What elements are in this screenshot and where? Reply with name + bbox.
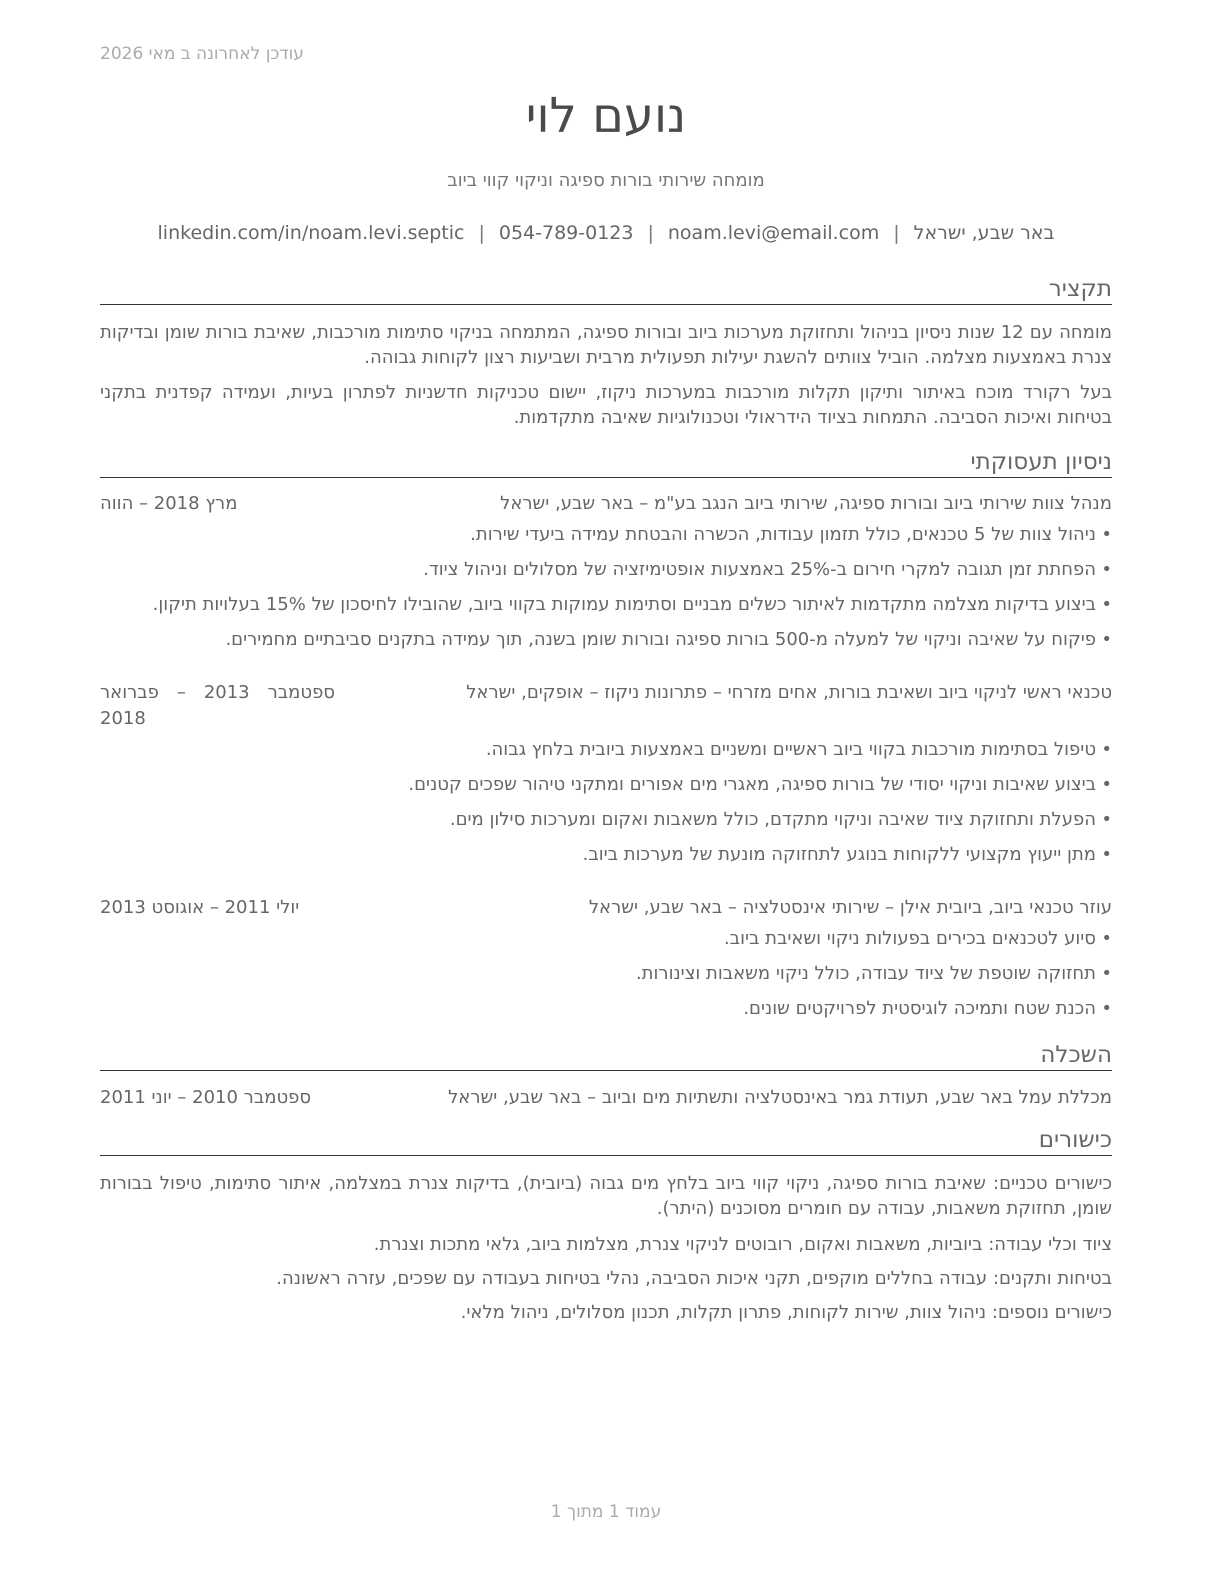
- job-title: מנהל צוות שירותי ביוב ובורות ספיגה, שירותי ביוב הנגב בע"מ – באר שבע, ישראל: [500, 493, 1112, 514]
- bullet-text: ניהול צוות של 5 טכנאים, כולל תזמון עבודות, הכשרה והבטחת עמידה ביעדי שירות.: [470, 524, 1096, 545]
- contact-phone[interactable]: 054-789-0123: [498, 222, 634, 244]
- bullet-text: טיפול בסתימות מורכבות בקווי ביוב ראשיים ומשניים באמצעות ביובית בלחץ גבוה.: [485, 739, 1096, 760]
- job-bullets: [112, 737, 1112, 877]
- section-title-skills: כישורים: [100, 1125, 1112, 1156]
- bullet-text: הפעלת ותחזוקת ציוד שאיבה וניקוי מתקדם, כולל משאבות ואקום ומערכות סילון מים.: [449, 809, 1096, 830]
- section-title-education: השכלה: [100, 1040, 1112, 1071]
- contact-separator: |: [893, 222, 900, 244]
- list-item: [112, 926, 1112, 961]
- contact-separator: |: [647, 222, 654, 244]
- bullet-text: תחזוקה שוטפת של ציוד עבודה, כולל ניקוי משאבות וצינורות.: [635, 963, 1096, 984]
- bullet-text: סיוע לטכנאים בכירים בפעולות ניקוי ושאיבת ביוב.: [723, 928, 1096, 949]
- list-item: [112, 842, 1112, 877]
- bullet-icon: •: [1101, 524, 1112, 545]
- job-dates: ספטמבר 2013 – פברואר 2018: [100, 682, 335, 729]
- skills-line: כישורים נוספים: ניהול צוות, שירות לקוחות, פתרון תקלות, תכנון מסלולים, ניהול מלאי.: [460, 1302, 1112, 1323]
- bullet-icon: •: [1101, 629, 1112, 650]
- skills-line: ציוד וכלי עבודה: ביוביות, משאבות ואקום, רובוטים לניקוי צנרת, מצלמות ביוב, גלאי מתכות וצנרת.: [373, 1234, 1112, 1255]
- bullet-icon: •: [1101, 594, 1112, 615]
- bullet-text: פיקוח על שאיבה וניקוי של למעלה מ-500 בורות ספיגה ובורות שומן בשנה, תוך עמידה בתקנים סביבתיים מחמירים.: [225, 629, 1096, 650]
- bullet-text: מתן ייעוץ מקצועי ללקוחות בנוגע לתחזוקה מונעת של מערכות ביוב.: [582, 844, 1096, 865]
- bullet-text: הפחתת זמן תגובה למקרי חירום ב-25% באמצעות אופטימיזציה של מסלולים וניהול ציוד.: [423, 559, 1096, 580]
- job-title: טכנאי ראשי לניקוי ביוב ושאיבת בורות, אחים מזרחי – פתרונות ניקוז – אופקים, ישראל: [466, 682, 1112, 703]
- bullet-icon: •: [1101, 774, 1112, 795]
- list-item: [112, 557, 1112, 592]
- contact-email[interactable]: noam.levi@email.com: [667, 222, 880, 244]
- job-title: עוזר טכנאי ביוב, ביובית אילן – שירותי אינסטלציה – באר שבע, ישראל: [588, 897, 1112, 918]
- education-entry: מכללת עמל באר שבע, תעודת גמר באינסטלציה ותשתיות מים וביוב – באר שבע, ישראל: [448, 1087, 1112, 1108]
- skills-line: בטיחות ותקנים: עבודה בחללים מוקפים, תקני איכות הסביבה, נהלי בטיחות בעבודה עם שפכים, עזרה ראשונה.: [276, 1268, 1112, 1289]
- bullet-icon: •: [1101, 928, 1112, 949]
- bullet-icon: •: [1101, 998, 1112, 1019]
- contact-location: באר שבע, ישראל: [913, 222, 1055, 244]
- section-title-summary: תקציר: [100, 274, 1112, 305]
- bullet-icon: •: [1101, 739, 1112, 760]
- list-item: [112, 627, 1112, 662]
- resume-page: [100, 0, 1112, 1584]
- contact-linkedin[interactable]: linkedin.com/in/noam.levi.septic: [157, 222, 465, 244]
- list-item: [112, 961, 1112, 996]
- bullet-text: ביצוע שאיבות וניקוי יסודי של בורות ספיגה, מאגרי מים אפורים ומתקני טיהור שפכים קטנים.: [408, 774, 1096, 795]
- list-item: [112, 737, 1112, 772]
- bullet-text: ביצוע בדיקות מצלמה מתקדמות לאיתור כשלים מבניים וסתימות עמוקות בקווי ביוב, שהובילו לחיסכון של 15% בעלויות תיקון.: [152, 594, 1096, 615]
- bullet-icon: •: [1101, 844, 1112, 865]
- section-title-experience: ניסיון תעסוקתי: [100, 447, 1112, 478]
- list-item: [112, 592, 1112, 627]
- list-item: [112, 522, 1112, 557]
- last-updated: עודכן לאחרונה ב מאי 2026: [100, 44, 304, 64]
- list-item: [112, 996, 1112, 1031]
- skills-line: כישורים טכניים: שאיבת בורות ספיגה, ניקוי קווי ביוב בלחץ מים גבוה (ביובית), בדיקות צנרת במצלמה, איתור סתימות, טיפול בבורות שומן, תחזוקת משאבות, עבודה עם חומרים מסוכנים (היתר).: [100, 1173, 1112, 1219]
- bullet-icon: •: [1101, 559, 1112, 580]
- candidate-headline: מומחה שירותי בורות ספיגה וניקוי קווי ביוב: [447, 170, 765, 191]
- bullet-text: הכנת שטח ותמיכה לוגיסטית לפרויקטים שונים.: [743, 998, 1096, 1019]
- summary-paragraph: מומחה עם 12 שנות ניסיון בניהול ותחזוקת מערכות ביוב ובורות ספיגה, המתמחה בניקוי סתימות מורכבות, שאיבת בורות שומן ובדיקות צנרת באמצעות מצלמה. הוביל צוותים להשגת יעילות תפעולית מרבית ושביעות רצון לקוחות גבוהה.: [100, 322, 1112, 368]
- bullet-icon: •: [1101, 963, 1112, 984]
- job-bullets: [112, 926, 1112, 1031]
- list-item: [112, 772, 1112, 807]
- candidate-name: נועם לוי: [525, 88, 687, 144]
- job-dates: יולי 2011 – אוגוסט 2013: [100, 897, 300, 918]
- education-dates: ספטמבר 2010 – יוני 2011: [100, 1087, 312, 1108]
- job-bullets: [112, 522, 1112, 662]
- page-number: עמוד 1 מתוך 1: [550, 1502, 662, 1522]
- contact-separator: |: [478, 222, 485, 244]
- bullet-icon: •: [1101, 809, 1112, 830]
- job-dates: מרץ 2018 – הווה: [100, 493, 238, 514]
- contact-line: [100, 222, 1112, 244]
- summary-paragraph: בעל רקורד מוכח באיתור ותיקון תקלות מורכבות במערכות ניקוז, יישום טכניקות חדשניות לפתרון בעיות, ועמידה קפדנית בתקני בטיחות ואיכות הסביבה. התמחות בציוד הידראולי וטכנולוגיות שאיבה מתקדמות.: [100, 382, 1112, 428]
- list-item: [112, 807, 1112, 842]
